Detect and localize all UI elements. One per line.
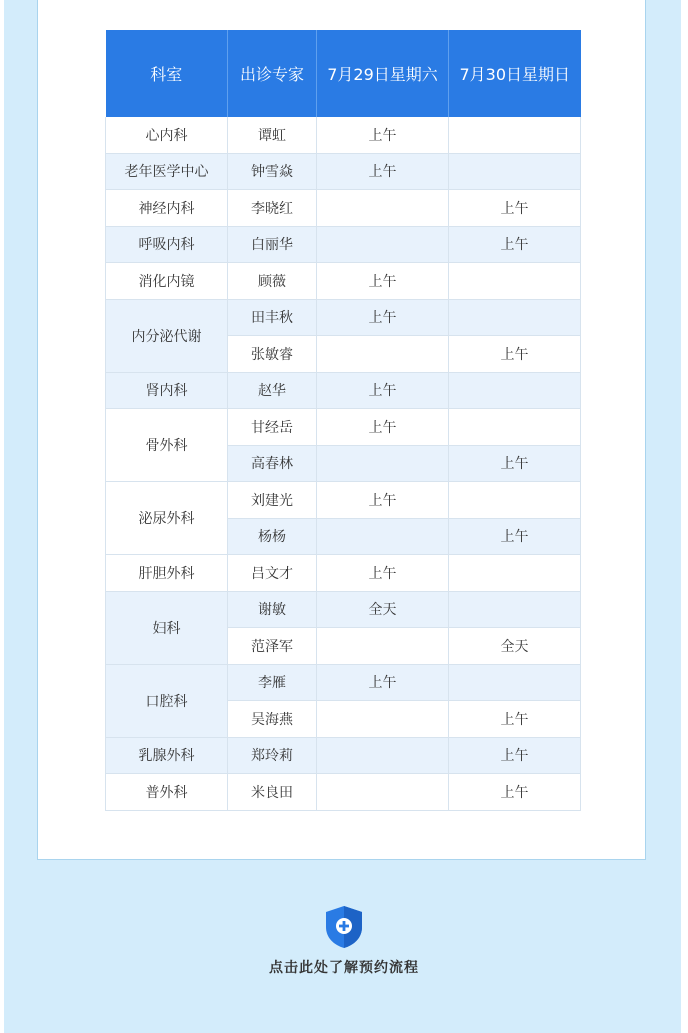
table-row xyxy=(106,299,581,336)
shield-plus-icon[interactable] xyxy=(324,905,364,949)
day1-cell xyxy=(317,336,449,373)
day1-cell: 上午 xyxy=(317,153,449,190)
table-row xyxy=(106,372,581,409)
schedule-card xyxy=(37,0,646,860)
day1-cell xyxy=(317,190,449,227)
expert-cell: 米良田 xyxy=(228,774,317,811)
department-cell: 泌尿外科 xyxy=(106,482,228,555)
day1-cell xyxy=(317,737,449,774)
day2-cell xyxy=(449,299,581,336)
department-cell: 消化内镜 xyxy=(106,263,228,300)
expert-cell: 高春林 xyxy=(228,445,317,482)
expert-cell: 甘经岳 xyxy=(228,409,317,446)
day1-cell: 全天 xyxy=(317,591,449,628)
day2-cell: 上午 xyxy=(449,226,581,263)
department-cell: 呼吸内科 xyxy=(106,226,228,263)
expert-cell: 吕文才 xyxy=(228,555,317,592)
day2-cell: 上午 xyxy=(449,774,581,811)
department-cell: 乳腺外科 xyxy=(106,737,228,774)
day1-cell: 上午 xyxy=(317,555,449,592)
department-cell: 妇科 xyxy=(106,591,228,664)
table-row xyxy=(106,190,581,227)
table-row xyxy=(106,226,581,263)
expert-cell: 白丽华 xyxy=(228,226,317,263)
day2-cell: 上午 xyxy=(449,445,581,482)
expert-cell: 赵华 xyxy=(228,372,317,409)
day2-cell xyxy=(449,482,581,519)
expert-cell: 刘建光 xyxy=(228,482,317,519)
day1-cell: 上午 xyxy=(317,117,449,153)
day2-cell xyxy=(449,117,581,153)
header-expert: 出诊专家 xyxy=(228,30,317,117)
department-cell: 普外科 xyxy=(106,774,228,811)
department-cell: 肾内科 xyxy=(106,372,228,409)
day2-cell: 上午 xyxy=(449,518,581,555)
day1-cell: 上午 xyxy=(317,263,449,300)
day1-cell xyxy=(317,445,449,482)
day2-cell: 上午 xyxy=(449,737,581,774)
table-row xyxy=(106,591,581,628)
table-row xyxy=(106,117,581,153)
day1-cell xyxy=(317,226,449,263)
appointment-process-link[interactable]: 点击此处了解预约流程 xyxy=(269,960,419,976)
header-department: 科室 xyxy=(106,30,228,117)
day1-cell xyxy=(317,518,449,555)
department-cell: 老年医学中心 xyxy=(106,153,228,190)
day1-cell xyxy=(317,701,449,738)
header-day-1: 7月29日星期六 xyxy=(317,30,449,117)
expert-cell: 谭虹 xyxy=(228,117,317,153)
expert-cell: 谢敏 xyxy=(228,591,317,628)
expert-cell: 顾薇 xyxy=(228,263,317,300)
day1-cell: 上午 xyxy=(317,409,449,446)
day1-cell: 上午 xyxy=(317,299,449,336)
table-row xyxy=(106,153,581,190)
day1-cell xyxy=(317,628,449,665)
expert-cell: 杨杨 xyxy=(228,518,317,555)
table-row xyxy=(106,737,581,774)
day1-cell: 上午 xyxy=(317,372,449,409)
expert-cell: 李晓红 xyxy=(228,190,317,227)
department-cell: 神经内科 xyxy=(106,190,228,227)
day1-cell: 上午 xyxy=(317,664,449,701)
day2-cell: 上午 xyxy=(449,190,581,227)
day2-cell xyxy=(449,372,581,409)
header-day-2: 7月30日星期日 xyxy=(449,30,581,117)
table-row xyxy=(106,774,581,811)
table-row xyxy=(106,555,581,592)
table-row xyxy=(106,482,581,519)
clinic-schedule-table xyxy=(105,30,581,811)
table-row xyxy=(106,409,581,446)
expert-cell: 范泽军 xyxy=(228,628,317,665)
day2-cell: 上午 xyxy=(449,701,581,738)
day1-cell: 上午 xyxy=(317,482,449,519)
expert-cell: 吴海燕 xyxy=(228,701,317,738)
day1-cell xyxy=(317,774,449,811)
day2-cell xyxy=(449,409,581,446)
day2-cell xyxy=(449,153,581,190)
expert-cell: 田丰秋 xyxy=(228,299,317,336)
day2-cell: 上午 xyxy=(449,336,581,373)
table-header-row xyxy=(106,30,581,117)
department-cell: 肝胆外科 xyxy=(106,555,228,592)
day2-cell xyxy=(449,555,581,592)
table-row xyxy=(106,263,581,300)
expert-cell: 钟雪焱 xyxy=(228,153,317,190)
department-cell: 口腔科 xyxy=(106,664,228,737)
day2-cell xyxy=(449,263,581,300)
department-cell: 心内科 xyxy=(106,117,228,153)
department-cell: 骨外科 xyxy=(106,409,228,482)
table-row xyxy=(106,664,581,701)
expert-cell: 张敏睿 xyxy=(228,336,317,373)
day2-cell: 全天 xyxy=(449,628,581,665)
day2-cell xyxy=(449,591,581,628)
department-cell: 内分泌代谢 xyxy=(106,299,228,372)
expert-cell: 李雁 xyxy=(228,664,317,701)
day2-cell xyxy=(449,664,581,701)
expert-cell: 郑玲莉 xyxy=(228,737,317,774)
footer xyxy=(0,905,688,977)
